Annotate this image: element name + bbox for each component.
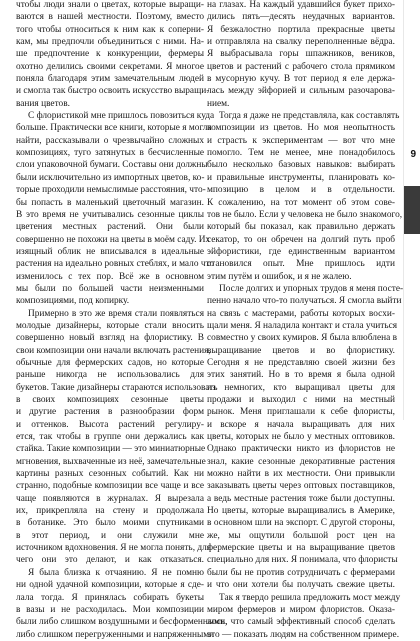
- text-line: Но цветы, которые выращивались в Америке,: [207, 506, 395, 517]
- text-line: лала тогда. Я принялась собирать букеты: [16, 592, 204, 603]
- text-line: становился опыт. Мне пришлось идти: [207, 259, 395, 270]
- text-line: мы были по большей части неизменными: [16, 283, 204, 294]
- text-line: цветы, которых не было у местных оптовиков.: [207, 432, 395, 443]
- text-line: ни одной удачной композиции, которые я сде-: [16, 580, 204, 591]
- text-line: знал, какие сезонные декоративные растения: [207, 456, 395, 467]
- text-line: Однако практически никто из флористов не: [207, 444, 395, 455]
- text-line: растения на идеально ровных стеблях, и мало что: [16, 259, 215, 270]
- text-line: и другие растения в разнообразии форм: [16, 407, 204, 418]
- text-line: того чтобы относиться к ним как к соперни-: [16, 24, 204, 35]
- text-line: композициях, туго затянутых в бесчисленные: [16, 148, 204, 159]
- text-line: лось, что самый эффективный способ сделать: [207, 617, 395, 628]
- text-line: в своих композициях сезонные цветы: [16, 395, 204, 405]
- text-line: больше. Практически все книги, которые я могла: [16, 123, 212, 134]
- text-line: были исключительно из импортных цветов, ко-: [16, 172, 205, 183]
- text-line: дились пять—десять неудачных вариантов.: [207, 12, 395, 23]
- text-line: либо слишком перегруженными и напряженными: [16, 629, 215, 640]
- text-line: рынок. Меня приглашали к себе флористы,: [207, 407, 395, 418]
- text-line: этим путём и ошибок, и я не жалею.: [207, 271, 352, 282]
- text-line: Так я твердо решила предложить мост между: [219, 592, 401, 603]
- text-line: чтобы люди знали о цветах, которые выращи-: [16, 0, 204, 10]
- text-line: ется, так чтобы в группе они держались как: [16, 432, 204, 443]
- text-line: можно найти в их местности. Они привыкли: [207, 469, 395, 480]
- text-line: и правильные инструменты, планировать ко-: [207, 172, 395, 183]
- text-line: в этот период, и они служили мне: [16, 530, 204, 541]
- text-line: Сегодня я не представляю своей жизни без: [207, 357, 395, 368]
- text-line: на связь с мастерами, работы которых восхи-: [207, 308, 395, 319]
- text-line: из немногих, кто выращивал цветы для: [207, 382, 395, 393]
- text-line: продажи и выходил с ними на местный: [207, 395, 395, 405]
- text-line: и что они хотели бы получать свежие цветы.: [207, 580, 395, 591]
- text-line: Я безжалостно портила прекрасные цветы: [207, 24, 395, 35]
- text-line: свои композиции они начали включать растения,: [16, 345, 211, 356]
- text-line: совместно у своих кумиров. Я была влюблена в: [207, 333, 397, 344]
- text-line: ше предпочтение к конкуренции, фермеры: [16, 49, 204, 60]
- text-line: и страсть к экспериментам — вот что мне: [207, 135, 395, 146]
- page-number: 9: [410, 149, 416, 160]
- text-line: чего они это делают, и как отказаться.: [16, 555, 204, 566]
- text-line: мпозицию в целом и в отдельности.: [207, 185, 395, 196]
- text-line: в мусорную кучу. В тот период я еле держа-: [207, 74, 395, 85]
- text-line: лась между эйфорией и сильным разочарова-: [207, 86, 395, 97]
- text-line: фермерские цветы и на выращивание цветов: [207, 543, 395, 554]
- text-line: совершенно новый взгляд на флористику. В: [16, 333, 204, 344]
- text-line: секатор, то он обречен на долгий путь проб: [207, 234, 395, 245]
- text-line: который бы показал, как правильно держать: [207, 222, 395, 233]
- text-line: картины разных сезонных событий. Как ни: [16, 469, 204, 480]
- text-line: Тогда я даже не представляла, как составлять: [219, 111, 400, 122]
- text-line: торые проходили немыслимые расстояния, что-: [16, 185, 206, 196]
- text-line: мгновения, выхваченные из неё, замечательные: [16, 456, 206, 467]
- text-line: пенно начало что-то получаться. Я смогла выйти: [207, 296, 402, 307]
- text-line: Я была близка к отчаянию. Я не помню: [28, 567, 204, 578]
- text-line: и вскоре я начала выращивать для них: [207, 419, 395, 430]
- text-line: обычные для фермерских садов, но которые: [16, 357, 204, 368]
- chapter-tab-marker: [404, 186, 420, 234]
- text-line: К сожалению, на тот момент об этом сове-: [207, 197, 395, 208]
- text-line: цветов и растений с рабочего стола прямиком: [207, 61, 395, 72]
- text-line: и отправляла на свалку переполненные вёдра.: [207, 37, 395, 48]
- text-line: на глазах. На каждый удавшийся букет прихо-: [207, 0, 395, 10]
- text-line: это — показать людям на собственном примере.: [207, 629, 400, 640]
- text-line: а ведь местные растения тоже были доступны.: [207, 493, 395, 504]
- text-line: изящный облик не вписывался в идеальные: [16, 246, 204, 257]
- text-line: композиции из цветов. Но моя неопытность: [207, 123, 395, 134]
- text-line: же, мы ощутили большой рост цен на: [207, 530, 395, 541]
- text-line: совершенно не похожи на цветы в моём саду. Их: [16, 234, 211, 245]
- text-line: заказывать цветы через оптовых поставщиков,: [207, 481, 395, 492]
- text-line: слои упаковочной бумаги. Составы они должны: [16, 160, 208, 171]
- text-line: чаще появляются в журналах. Я вырезала: [16, 493, 204, 504]
- text-line: специально для них. Я понимала, что флористы: [207, 555, 398, 566]
- text-line: бы попасть в маленький цветочный магазин.: [16, 197, 204, 208]
- text-line: охотно делились своими секретами. Я многое: [16, 61, 204, 72]
- text-line: молодые дизайнеры, которые стали вносить: [16, 320, 204, 331]
- text-line: были либо слишком воздушными и бесформенными,: [16, 617, 228, 628]
- text-line: кам, мы предпочли объединиться с ними. На-: [16, 37, 204, 48]
- text-line: С флористикой мне пришлось повозиться куда: [28, 111, 215, 122]
- text-line: После долгих и упорных трудов я меня посте-: [219, 283, 404, 294]
- text-line: В это время не учитывались сезонные циклы: [16, 209, 204, 220]
- text-line: нием.: [207, 98, 230, 109]
- text-line: поняла благодаря этим замечательным людей: [16, 74, 204, 85]
- text-line: источником вдохновения. Я не могла понять, для: [16, 543, 212, 554]
- text-line: помогло. Тем не менее, мне понадобилось: [207, 148, 395, 159]
- text-line: раньше никогда не использовались для: [16, 370, 204, 381]
- text-line: их, прикрепляла на стену и продолжала: [16, 506, 204, 517]
- text-line: ваются в нашей местности. Поэтому, вместо: [16, 12, 204, 23]
- text-line: были бы не против сотрудничать с фермерами: [207, 567, 395, 578]
- text-line: странно, подобные композиции все чаще и все: [16, 481, 204, 492]
- text-line: миром фермеров и миром флористов. Оказа-: [207, 604, 395, 615]
- text-line: и оттенков. Высота растений регулиру-: [16, 419, 204, 430]
- text-line: и смогла так быстро освоить искусство выращи-: [16, 86, 210, 97]
- text-line: композициями, под копирку.: [16, 296, 130, 307]
- text-line: изменилось с тех пор. Всё же в основном: [16, 271, 204, 282]
- text-line: букетов. Такие дизайнеры стараются использовать: [16, 382, 218, 393]
- text-line: эйфористики, где единственным вариантом: [207, 246, 395, 257]
- text-line: цветения местных растений. Они были: [16, 222, 204, 233]
- right-text-column: [207, 0, 404, 641]
- text-line: этих занятий. Но в то время я была одной: [207, 370, 395, 381]
- text-line: щали меня. Я наладила контакт и стала учиться: [207, 320, 398, 331]
- text-line: вания цветов.: [16, 98, 70, 109]
- text-line: было несколько базовых навыков: выбирать: [207, 160, 395, 171]
- text-line: стайка. Такие композиции — это миниатюрные: [16, 444, 206, 455]
- text-line: в основном шли на экспорт. С другой стороны,: [207, 518, 395, 529]
- text-line: Я выбрасывала горы шпажников, веников,: [207, 49, 395, 60]
- text-line: найти, рассказывали о чрезвычайно сложных: [16, 135, 204, 146]
- text-line: Примерно в это же время стали появляться: [28, 308, 204, 319]
- text-line: выращивание цветов и во флористику.: [207, 345, 395, 356]
- text-line: в ботанике. Это было моими спутниками: [16, 518, 204, 529]
- text-line: тов не было. Если у человека не было знакомого,: [207, 209, 403, 220]
- text-line: в вазы и не расходилась. Мои композиции: [16, 604, 204, 615]
